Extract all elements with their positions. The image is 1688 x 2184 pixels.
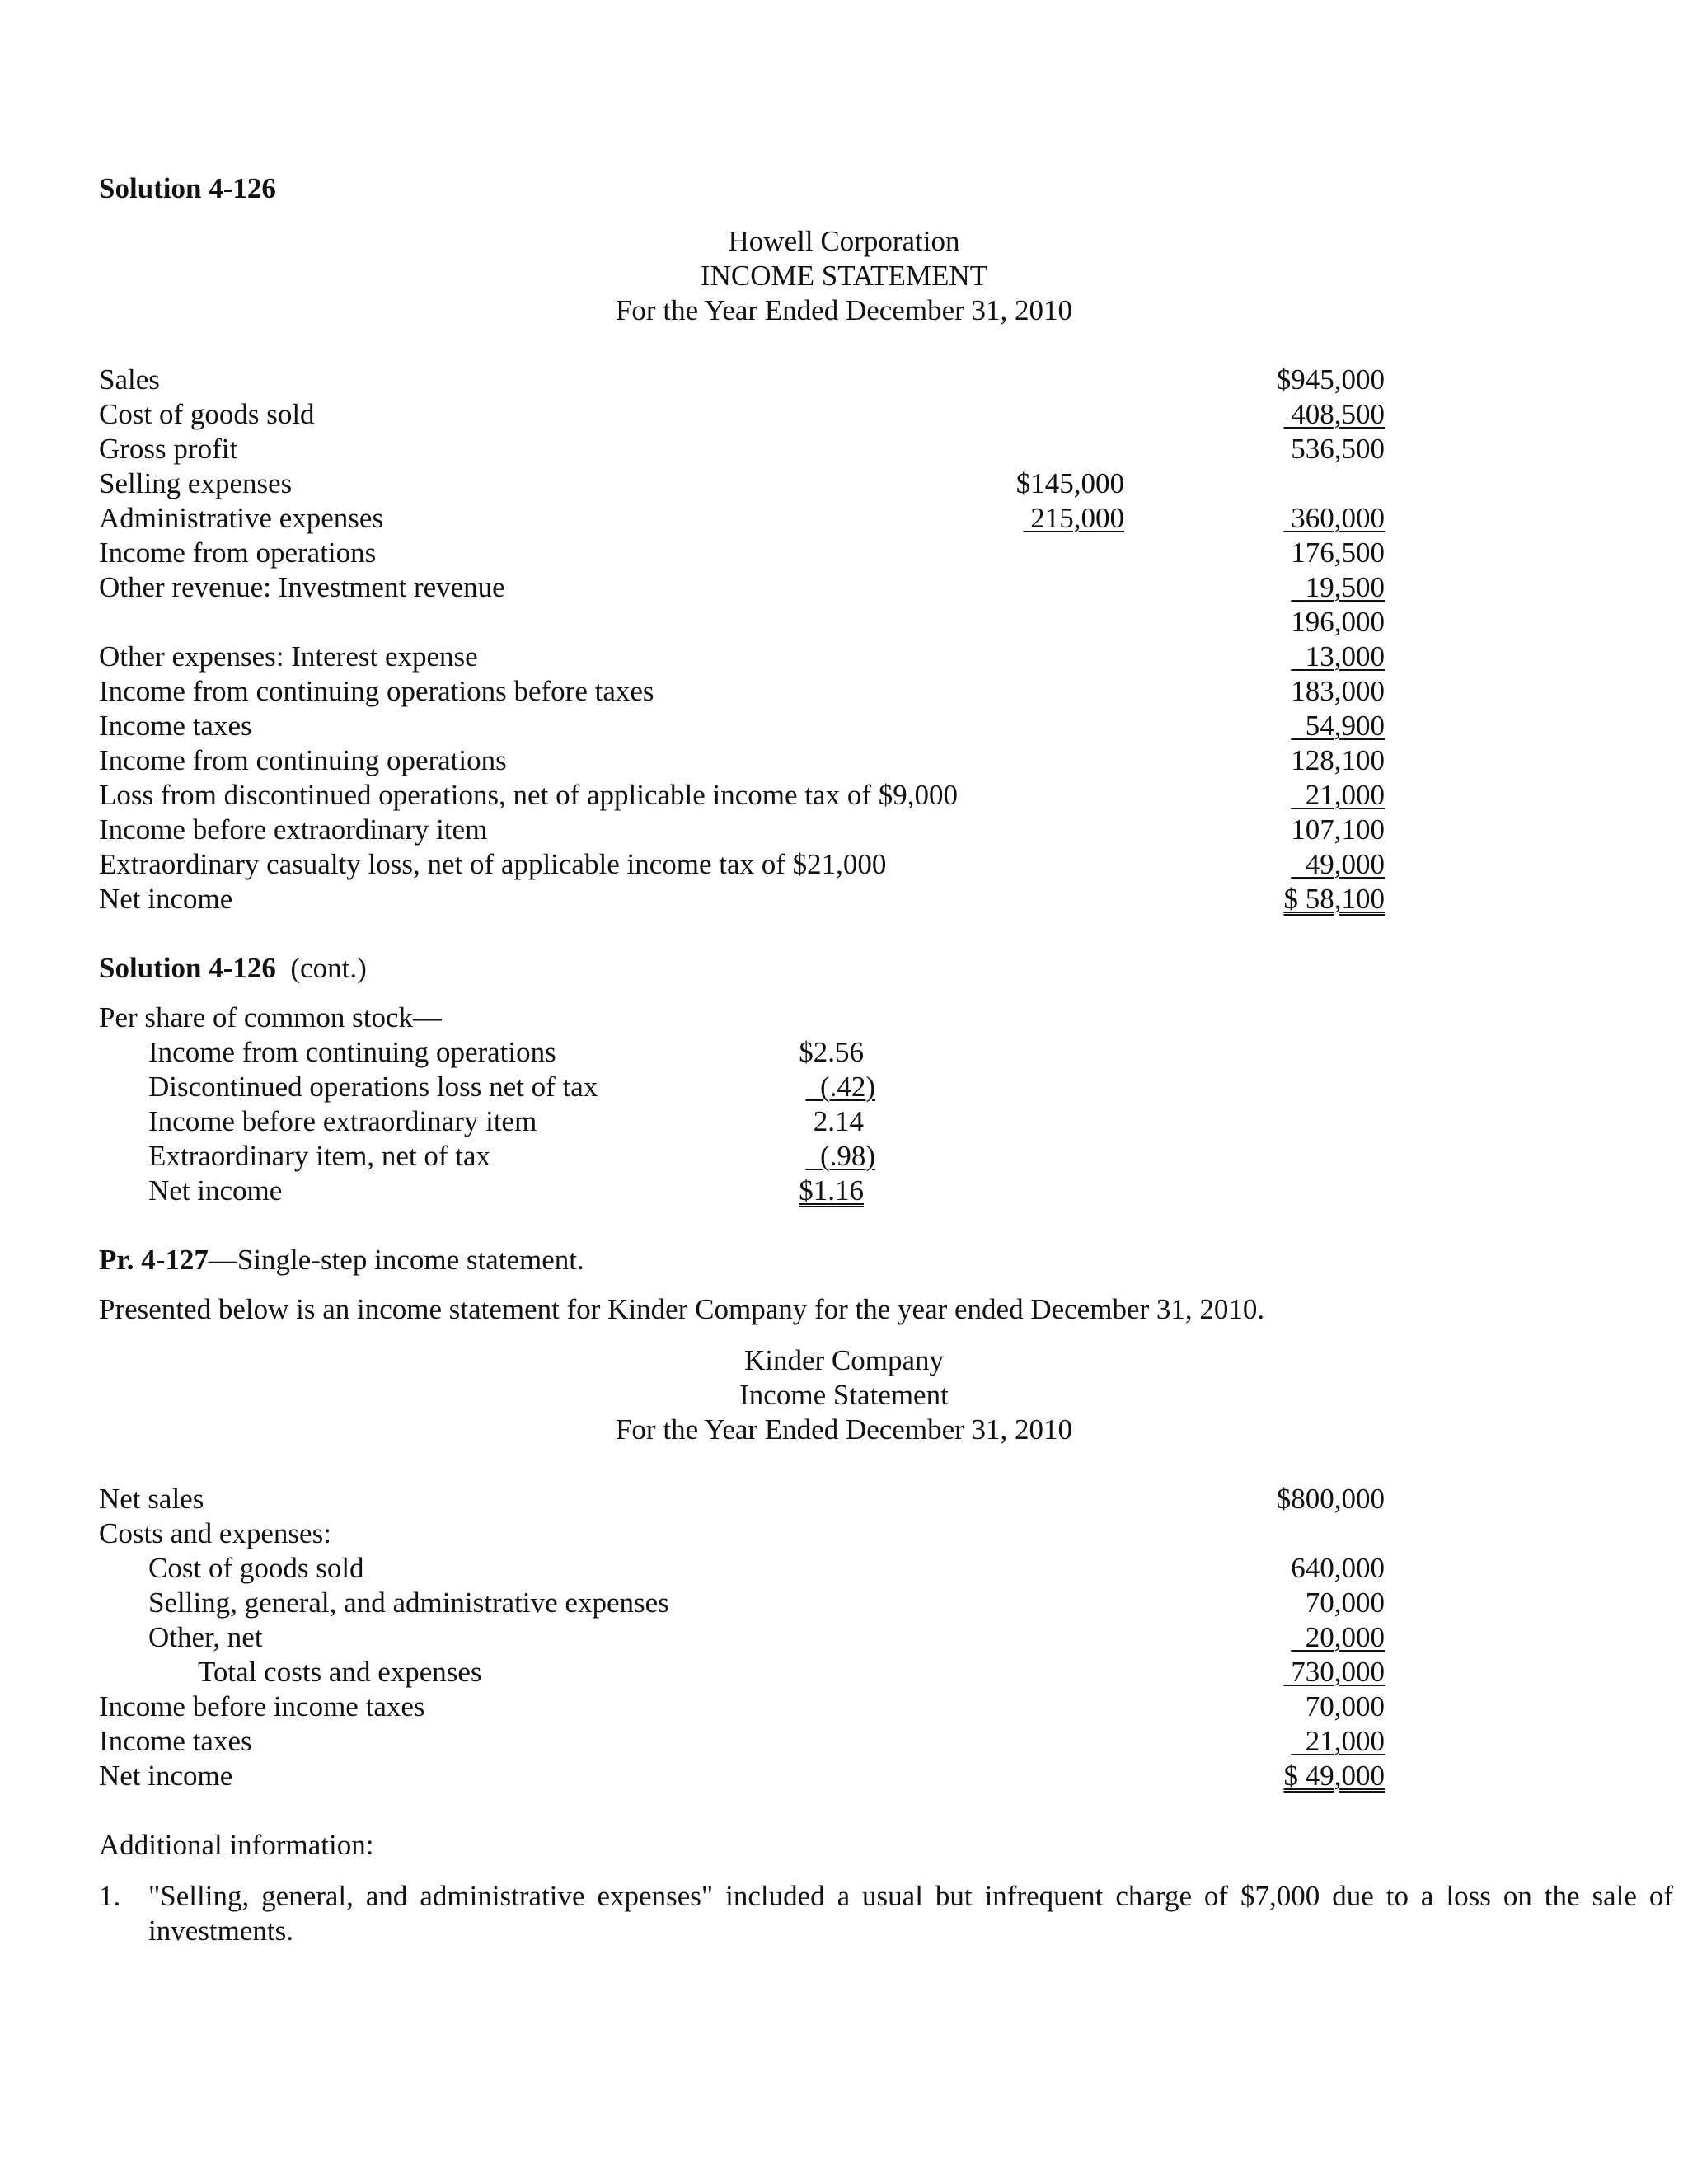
solution-heading: [99, 171, 276, 206]
row-amount: $945,000: [1276, 363, 1385, 396]
howell-statement-title: INCOME STATEMENT: [700, 260, 988, 292]
row-label: Other, net: [148, 1621, 263, 1653]
statement-row: [0, 397, 1688, 432]
statement-row: [0, 501, 1688, 536]
row-amount: 128,100: [1291, 744, 1385, 776]
kinder-statement-title: Income Statement: [739, 1379, 949, 1411]
row-amount: 183,000: [1291, 675, 1385, 707]
eps-label: Net income: [148, 1174, 283, 1207]
row-label: Net income: [99, 1760, 233, 1792]
row-amount: 49,000: [1291, 848, 1385, 880]
row-label: Administrative expenses: [99, 502, 384, 534]
row-label: Income from continuing operations before taxes: [99, 675, 654, 707]
row-label: Other revenue: Investment revenue: [99, 571, 505, 603]
row-amount: $ 49,000: [1283, 1760, 1385, 1792]
row-amount: $ 58,100: [1283, 883, 1385, 915]
row-label: Income before income taxes: [99, 1690, 425, 1722]
row-amount: 70,000: [1305, 1586, 1385, 1619]
row-label: Costs and expenses:: [99, 1517, 331, 1549]
statement-row: [0, 1724, 1688, 1759]
howell-statement-period: For the Year Ended December 31, 2010: [615, 294, 1073, 326]
list-item-number: 1.: [99, 1880, 121, 1912]
statement-row: [0, 605, 1688, 640]
row-label: Income taxes: [99, 1725, 252, 1757]
howell-company-name: Howell Corporation: [728, 225, 960, 257]
row-amount: 176,500: [1291, 537, 1385, 569]
row-amount: 408,500: [1283, 398, 1385, 430]
row-label: Income from operations: [99, 537, 377, 569]
eps-label: Income from continuing operations: [148, 1036, 556, 1068]
solution-cont-heading-suffix: (cont.): [290, 952, 367, 984]
row-amount: 107,100: [1291, 813, 1385, 846]
eps-row: [0, 1104, 1688, 1139]
row-label: Extraordinary casualty loss, net of applicable income tax of $21,000: [99, 848, 887, 880]
row-amount: 360,000: [1283, 502, 1385, 534]
statement-row: [0, 1620, 1688, 1655]
statement-row: [0, 1551, 1688, 1586]
row-label: Income from continuing operations: [99, 744, 507, 776]
row-amount: 21,000: [1291, 1725, 1385, 1757]
statement-row: [0, 1586, 1688, 1620]
row-amount: 70,000: [1305, 1690, 1385, 1722]
eps-intro: Per share of common stock—: [99, 1001, 443, 1033]
problem-heading: [99, 1243, 584, 1277]
row-label: Net sales: [99, 1483, 204, 1515]
row-label: Gross profit: [99, 433, 238, 465]
eps-label: Discontinued operations loss net of tax: [148, 1071, 598, 1103]
row-subamount: $145,000: [1015, 467, 1124, 499]
row-label: Selling, general, and administrative expenses: [148, 1586, 669, 1619]
statement-row: [0, 1516, 1688, 1551]
eps-value: (.42): [805, 1071, 875, 1103]
statement-row: [0, 1690, 1688, 1724]
list-item-text: "Selling, general, and administrative expenses" included a usual but infrequent charge of $7,000 due to a loss on the sale of investments.: [148, 1880, 1673, 1947]
solution-cont-heading-title: Solution 4-126: [99, 952, 276, 984]
statement-row: [0, 640, 1688, 674]
kinder-statement-period: For the Year Ended December 31, 2010: [615, 1413, 1073, 1446]
eps-row: [0, 1035, 1688, 1070]
statement-row: [0, 1482, 1688, 1516]
row-subamount: 215,000: [1023, 502, 1124, 534]
row-label: Income taxes: [99, 710, 252, 742]
statement-row: [0, 536, 1688, 570]
statement-row: [0, 432, 1688, 466]
row-label: Loss from discontinued operations, net of applicable income tax of $9,000: [99, 779, 958, 811]
row-label: Net income: [99, 883, 233, 915]
row-amount: 54,900: [1291, 710, 1385, 742]
statement-row: [0, 570, 1688, 605]
row-label: Other expenses: Interest expense: [99, 640, 478, 673]
row-amount: 536,500: [1291, 433, 1385, 465]
row-amount: $800,000: [1276, 1483, 1385, 1515]
eps-row: [0, 1139, 1688, 1174]
solution-cont-heading: [99, 951, 367, 986]
statement-row: [0, 882, 1688, 916]
problem-heading-title: Pr. 4-127: [99, 1244, 209, 1276]
row-amount: 13,000: [1291, 640, 1385, 673]
statement-row: [0, 778, 1688, 813]
row-amount: 640,000: [1291, 1552, 1385, 1584]
eps-row: [0, 1174, 1688, 1208]
row-label: Total costs and expenses: [198, 1656, 482, 1688]
row-amount: 730,000: [1283, 1656, 1385, 1688]
row-amount: 20,000: [1291, 1621, 1385, 1653]
statement-row: [0, 1655, 1688, 1690]
statement-row: [0, 674, 1688, 709]
row-label: Selling expenses: [99, 467, 293, 499]
eps-value: $1.16: [799, 1174, 864, 1207]
statement-row: [0, 1759, 1688, 1793]
eps-value: $2.56: [799, 1036, 864, 1068]
problem-intro: Presented below is an income statement for Kinder Company for the year ended December 31, 2010.: [99, 1293, 1265, 1325]
kinder-company-name: Kinder Company: [743, 1344, 945, 1376]
statement-row: [0, 363, 1688, 397]
eps-value: (.98): [805, 1140, 875, 1172]
row-amount: 21,000: [1291, 779, 1385, 811]
eps-intro-row: [0, 1001, 1688, 1035]
statement-row: [0, 709, 1688, 743]
row-label: Cost of goods sold: [99, 398, 315, 430]
statement-row: [0, 813, 1688, 847]
row-amount: 196,000: [1291, 606, 1385, 638]
problem-heading-suffix: —Single-step income statement.: [208, 1244, 584, 1276]
eps-row: [0, 1070, 1688, 1104]
row-amount: 19,500: [1291, 571, 1385, 603]
row-label: Sales: [99, 363, 160, 396]
statement-row: [0, 743, 1688, 778]
solution-heading-title: Solution 4-126: [99, 172, 276, 204]
statement-row: [0, 847, 1688, 882]
additional-info-heading: Additional information:: [99, 1829, 374, 1861]
row-label: Cost of goods sold: [148, 1552, 364, 1584]
statement-row: [0, 466, 1688, 501]
eps-value: 2.14: [813, 1105, 864, 1137]
eps-label: Income before extraordinary item: [148, 1105, 537, 1137]
eps-label: Extraordinary item, net of tax: [148, 1140, 490, 1172]
row-label: Income before extraordinary item: [99, 813, 488, 846]
